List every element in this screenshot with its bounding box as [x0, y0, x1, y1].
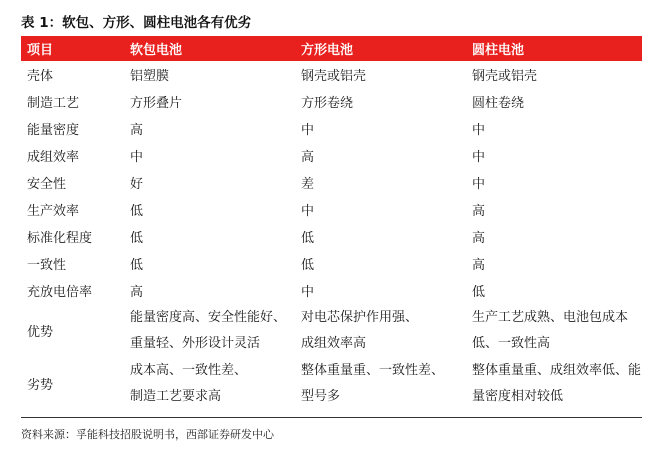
cell-cylindrical — [472, 305, 642, 357]
comparison-table — [21, 36, 642, 410]
row-label: 成组效率 — [27, 150, 80, 165]
cell-cylindrical: 中 — [472, 150, 486, 165]
cell-cylindrical: 中 — [472, 177, 486, 192]
cell-prismatic: 钢壳或铝壳 — [301, 69, 367, 84]
row-label: 劣势 — [27, 378, 54, 393]
cell-soft-pack: 低 — [130, 258, 144, 273]
cell-line: 能量密度高、安全性能好、 — [130, 309, 287, 325]
row-label: 充放电倍率 — [27, 285, 93, 300]
cell-soft-pack: 铝塑膜 — [130, 69, 170, 84]
cell-line: 对电芯保护作用强、 — [301, 309, 419, 325]
row-label: 一致性 — [27, 258, 67, 273]
header-item: 项目 — [27, 43, 54, 58]
cell-line: 型号多 — [301, 388, 341, 404]
cell-line: 整体重量重、一致性差、 — [301, 362, 445, 378]
cell-prismatic: 高 — [301, 150, 315, 165]
table-title: 表 1：软包、方形、圆柱电池各有优劣 — [21, 15, 252, 31]
row-label: 生产效率 — [27, 204, 80, 219]
cell-soft-pack: 方形叠片 — [130, 96, 183, 111]
cell-line: 重量轻、外形设计灵活 — [130, 335, 261, 351]
cell-cylindrical: 高 — [472, 258, 486, 273]
cell-soft-pack: 中 — [130, 150, 144, 165]
cell-line: 成组效率高 — [301, 335, 367, 351]
cell-prismatic: 方形卷绕 — [301, 96, 354, 111]
table-row — [21, 250, 642, 277]
cell-soft-pack: 低 — [130, 231, 144, 246]
cell-line: 低、一致性高 — [472, 335, 551, 351]
table-bottom-rule — [21, 417, 642, 418]
header-cylindrical: 圆柱电池 — [472, 43, 525, 58]
cell-prismatic — [301, 305, 472, 357]
cell-line: 整体重量重、成组效率低、能 — [472, 362, 642, 378]
cell-cylindrical: 高 — [472, 204, 486, 219]
cell-prismatic — [301, 358, 472, 410]
header-soft-pack: 软包电池 — [130, 43, 183, 58]
cell-soft-pack — [130, 305, 301, 357]
table-row — [21, 196, 642, 223]
cell-cylindrical: 低 — [472, 285, 486, 300]
row-label: 能量密度 — [27, 123, 80, 138]
row-label: 标准化程度 — [27, 231, 93, 246]
cell-prismatic: 中 — [301, 204, 315, 219]
cell-prismatic: 中 — [301, 285, 315, 300]
table-header-row — [21, 36, 642, 61]
row-label: 优势 — [27, 325, 54, 340]
cell-line: 生产工艺成熟、电池包成本 — [472, 309, 629, 325]
table-row-disadvantages — [21, 357, 642, 410]
source-note: 资料来源：孚能科技招股说明书，西部证券研发中心 — [21, 428, 274, 441]
cell-prismatic: 差 — [301, 177, 315, 192]
cell-prismatic: 中 — [301, 123, 315, 138]
table-row — [21, 142, 642, 169]
table-row-advantages — [21, 304, 642, 357]
cell-prismatic: 低 — [301, 231, 315, 246]
cell-soft-pack: 高 — [130, 123, 144, 138]
cell-cylindrical: 高 — [472, 231, 486, 246]
cell-prismatic: 低 — [301, 258, 315, 273]
row-label: 安全性 — [27, 177, 67, 192]
table-row — [21, 223, 642, 250]
cell-soft-pack: 好 — [130, 177, 144, 192]
cell-cylindrical: 钢壳或铝壳 — [472, 69, 538, 84]
table-row — [21, 169, 642, 196]
cell-line: 成本高、一致性差、 — [130, 362, 248, 378]
table-row — [21, 88, 642, 115]
table-row — [21, 61, 642, 88]
cell-line: 制造工艺要求高 — [130, 388, 222, 404]
row-label: 壳体 — [27, 69, 54, 84]
cell-cylindrical — [472, 358, 642, 410]
row-label: 制造工艺 — [27, 96, 80, 111]
cell-cylindrical: 中 — [472, 123, 486, 138]
cell-soft-pack: 低 — [130, 204, 144, 219]
cell-soft-pack: 高 — [130, 285, 144, 300]
cell-soft-pack — [130, 358, 301, 410]
cell-cylindrical: 圆柱卷绕 — [472, 96, 525, 111]
table-row — [21, 277, 642, 304]
cell-line: 量密度相对较低 — [472, 388, 564, 404]
table-row — [21, 115, 642, 142]
header-prismatic: 方形电池 — [301, 43, 354, 58]
